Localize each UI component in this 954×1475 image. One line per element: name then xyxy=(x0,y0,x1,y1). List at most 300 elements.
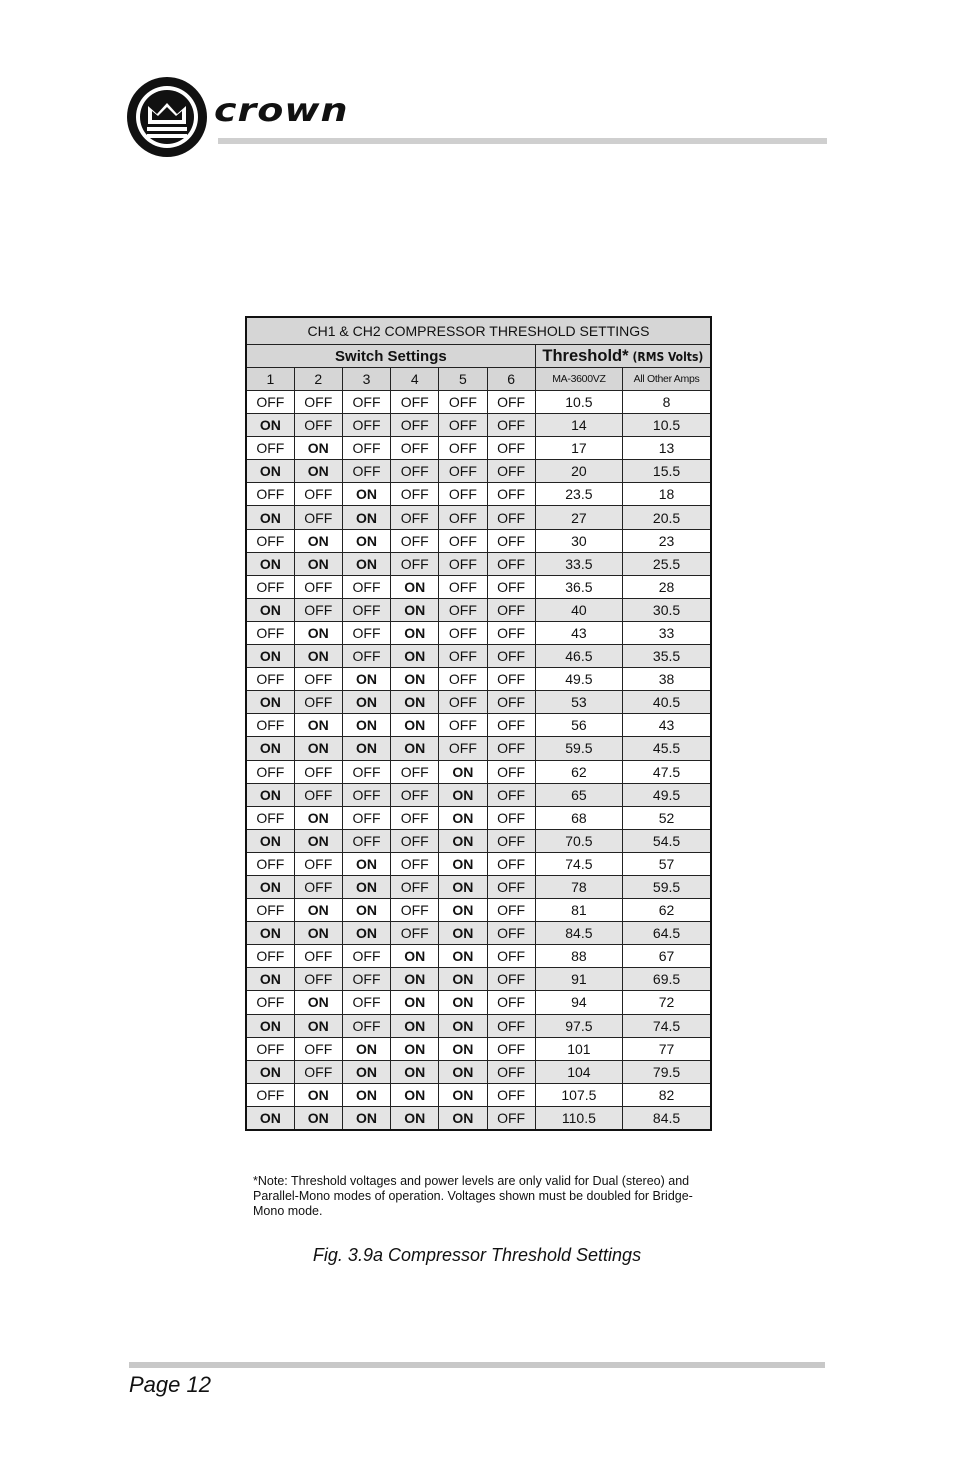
switch-cell: OFF xyxy=(246,760,294,783)
switch-cell: OFF xyxy=(487,621,535,644)
threshold-cell: 23 xyxy=(623,529,711,552)
threshold-cell: 46.5 xyxy=(535,645,622,668)
threshold-cell: 84.5 xyxy=(623,1106,711,1130)
switch-cell: OFF xyxy=(342,806,390,829)
table-row xyxy=(246,945,711,968)
switch-cell: OFF xyxy=(439,437,487,460)
table-row xyxy=(246,760,711,783)
switch-cell: ON xyxy=(294,991,342,1014)
table-row xyxy=(246,460,711,483)
table-row xyxy=(246,714,711,737)
switch-cell: ON xyxy=(439,968,487,991)
table-row xyxy=(246,1014,711,1037)
table-row xyxy=(246,598,711,621)
switch-cell: OFF xyxy=(342,414,390,437)
switch-cell: OFF xyxy=(439,460,487,483)
switch-cell: OFF xyxy=(294,1037,342,1060)
switch-cell: ON xyxy=(342,529,390,552)
table-row xyxy=(246,552,711,575)
threshold-cell: 67 xyxy=(623,945,711,968)
threshold-cell: 97.5 xyxy=(535,1014,622,1037)
switch-cell: ON xyxy=(342,1060,390,1083)
switch-cell: OFF xyxy=(294,875,342,898)
threshold-cell: 20 xyxy=(535,460,622,483)
switch-cell: OFF xyxy=(391,760,439,783)
switch-cell: ON xyxy=(439,922,487,945)
switch-cell: ON xyxy=(294,1106,342,1130)
switch-cell: OFF xyxy=(487,575,535,598)
switch-cell: ON xyxy=(439,899,487,922)
table-row xyxy=(246,575,711,598)
switch-cell: ON xyxy=(294,899,342,922)
threshold-cell: 82 xyxy=(623,1083,711,1106)
column-header: 1 xyxy=(246,368,294,391)
switch-cell: OFF xyxy=(487,1060,535,1083)
threshold-cell: 70.5 xyxy=(535,829,622,852)
switch-cell: OFF xyxy=(487,437,535,460)
switch-cell: OFF xyxy=(487,875,535,898)
table-row xyxy=(246,414,711,437)
switch-cell: OFF xyxy=(391,414,439,437)
table-row xyxy=(246,899,711,922)
switch-cell: OFF xyxy=(487,483,535,506)
switch-cell: OFF xyxy=(391,852,439,875)
switch-cell: OFF xyxy=(246,483,294,506)
switch-cell: OFF xyxy=(294,506,342,529)
brand-wordmark: crown xyxy=(214,91,349,129)
switch-cell: ON xyxy=(342,691,390,714)
switch-cell: OFF xyxy=(439,529,487,552)
threshold-cell: 91 xyxy=(535,968,622,991)
switch-cell: OFF xyxy=(342,598,390,621)
switch-cell: ON xyxy=(391,1106,439,1130)
switch-settings-header: Switch Settings xyxy=(246,345,535,368)
threshold-cell: 40 xyxy=(535,598,622,621)
switch-cell: ON xyxy=(294,645,342,668)
switch-cell: OFF xyxy=(487,922,535,945)
switch-cell: OFF xyxy=(246,852,294,875)
threshold-cell: 35.5 xyxy=(623,645,711,668)
switch-cell: OFF xyxy=(487,460,535,483)
threshold-cell: 54.5 xyxy=(623,829,711,852)
switch-cell: OFF xyxy=(342,968,390,991)
switch-cell: ON xyxy=(246,414,294,437)
switch-cell: ON xyxy=(391,598,439,621)
switch-cell: ON xyxy=(342,1106,390,1130)
threshold-cell: 104 xyxy=(535,1060,622,1083)
switch-cell: ON xyxy=(391,1014,439,1037)
switch-cell: ON xyxy=(246,783,294,806)
column-header-other-amps: All Other Amps xyxy=(623,368,711,391)
switch-cell: OFF xyxy=(342,760,390,783)
switch-cell: ON xyxy=(246,598,294,621)
switch-cell: ON xyxy=(246,645,294,668)
switch-cell: ON xyxy=(391,645,439,668)
switch-cell: OFF xyxy=(487,1106,535,1130)
switch-cell: ON xyxy=(391,945,439,968)
switch-cell: OFF xyxy=(391,783,439,806)
switch-cell: ON xyxy=(294,621,342,644)
switch-cell: OFF xyxy=(439,575,487,598)
switch-cell: ON xyxy=(246,968,294,991)
switch-cell: OFF xyxy=(391,922,439,945)
table-row xyxy=(246,1037,711,1060)
switch-cell: ON xyxy=(391,1060,439,1083)
threshold-cell: 52 xyxy=(623,806,711,829)
switch-cell: OFF xyxy=(342,621,390,644)
column-header: 2 xyxy=(294,368,342,391)
switch-cell: ON xyxy=(342,483,390,506)
threshold-cell: 107.5 xyxy=(535,1083,622,1106)
switch-cell: OFF xyxy=(487,414,535,437)
table-row xyxy=(246,968,711,991)
switch-cell: OFF xyxy=(294,575,342,598)
table-row xyxy=(246,645,711,668)
switch-cell: OFF xyxy=(487,945,535,968)
switch-cell: ON xyxy=(246,875,294,898)
footnote: *Note: Threshold voltages and power levels are only valid for Dual (stereo) and Parallel-Mono modes of operation. Voltages shown must be doubled for Bridge-Mono mode. xyxy=(253,1174,693,1218)
threshold-cell: 68 xyxy=(535,806,622,829)
header-rule xyxy=(218,138,827,144)
switch-cell: OFF xyxy=(439,737,487,760)
switch-cell: ON xyxy=(439,945,487,968)
threshold-cell: 74.5 xyxy=(535,852,622,875)
switch-cell: OFF xyxy=(294,945,342,968)
switch-cell: ON xyxy=(294,529,342,552)
threshold-cell: 15.5 xyxy=(623,460,711,483)
switch-cell: ON xyxy=(439,1106,487,1130)
switch-cell: ON xyxy=(439,783,487,806)
switch-cell: OFF xyxy=(342,1014,390,1037)
switch-cell: OFF xyxy=(294,391,342,414)
switch-cell: ON xyxy=(342,552,390,575)
threshold-cell: 94 xyxy=(535,991,622,1014)
threshold-cell: 49.5 xyxy=(535,668,622,691)
switch-cell: ON xyxy=(391,575,439,598)
switch-cell: OFF xyxy=(294,691,342,714)
switch-cell: ON xyxy=(342,714,390,737)
switch-cell: OFF xyxy=(439,714,487,737)
switch-cell: OFF xyxy=(294,852,342,875)
table-row xyxy=(246,529,711,552)
switch-cell: OFF xyxy=(342,391,390,414)
switch-cell: OFF xyxy=(487,737,535,760)
threshold-cell: 69.5 xyxy=(623,968,711,991)
threshold-cell: 72 xyxy=(623,991,711,1014)
switch-cell: OFF xyxy=(487,668,535,691)
switch-cell: OFF xyxy=(342,945,390,968)
switch-cell: ON xyxy=(246,1014,294,1037)
table-row xyxy=(246,991,711,1014)
table-row xyxy=(246,506,711,529)
threshold-cell: 88 xyxy=(535,945,622,968)
switch-cell: ON xyxy=(246,922,294,945)
switch-cell: OFF xyxy=(487,783,535,806)
threshold-cell: 33 xyxy=(623,621,711,644)
threshold-cell: 77 xyxy=(623,1037,711,1060)
threshold-label: Threshold* xyxy=(542,346,629,365)
threshold-cell: 65 xyxy=(535,783,622,806)
switch-cell: OFF xyxy=(487,760,535,783)
switch-cell: OFF xyxy=(391,806,439,829)
switch-cell: ON xyxy=(342,875,390,898)
switch-cell: ON xyxy=(294,1083,342,1106)
threshold-cell: 10.5 xyxy=(623,414,711,437)
threshold-cell: 45.5 xyxy=(623,737,711,760)
switch-cell: OFF xyxy=(487,714,535,737)
switch-cell: OFF xyxy=(342,645,390,668)
page-number: Page 12 xyxy=(129,1372,211,1397)
switch-cell: OFF xyxy=(439,668,487,691)
threshold-cell: 30.5 xyxy=(623,598,711,621)
table-row xyxy=(246,621,711,644)
switch-cell: OFF xyxy=(294,668,342,691)
switch-cell: OFF xyxy=(391,899,439,922)
switch-cell: OFF xyxy=(391,829,439,852)
switch-cell: ON xyxy=(439,1014,487,1037)
threshold-cell: 13 xyxy=(623,437,711,460)
table-row xyxy=(246,691,711,714)
switch-cell: OFF xyxy=(342,829,390,852)
switch-cell: OFF xyxy=(391,460,439,483)
switch-cell: OFF xyxy=(246,391,294,414)
threshold-cell: 53 xyxy=(535,691,622,714)
table-row xyxy=(246,829,711,852)
column-header: 5 xyxy=(439,368,487,391)
threshold-cell: 59.5 xyxy=(535,737,622,760)
switch-cell: ON xyxy=(294,460,342,483)
switch-cell: OFF xyxy=(246,621,294,644)
switch-cell: ON xyxy=(439,1060,487,1083)
threshold-cell: 27 xyxy=(535,506,622,529)
switch-cell: OFF xyxy=(246,529,294,552)
switch-cell: ON xyxy=(342,1037,390,1060)
switch-cell: ON xyxy=(391,714,439,737)
switch-cell: OFF xyxy=(294,598,342,621)
switch-cell: OFF xyxy=(487,1014,535,1037)
switch-cell: ON xyxy=(439,760,487,783)
threshold-cell: 101 xyxy=(535,1037,622,1060)
switch-cell: ON xyxy=(391,968,439,991)
threshold-unit: (RMS Volts) xyxy=(632,349,704,364)
threshold-cell: 62 xyxy=(535,760,622,783)
switch-cell: OFF xyxy=(487,552,535,575)
switch-cell: OFF xyxy=(246,899,294,922)
threshold-cell: 14 xyxy=(535,414,622,437)
switch-cell: ON xyxy=(342,1083,390,1106)
switch-cell: OFF xyxy=(487,991,535,1014)
switch-cell: OFF xyxy=(246,575,294,598)
threshold-cell: 38 xyxy=(623,668,711,691)
switch-cell: OFF xyxy=(342,783,390,806)
switch-cell: ON xyxy=(439,852,487,875)
threshold-cell: 18 xyxy=(623,483,711,506)
table-row xyxy=(246,437,711,460)
switch-cell: ON xyxy=(439,829,487,852)
switch-cell: OFF xyxy=(487,506,535,529)
switch-cell: OFF xyxy=(342,575,390,598)
threshold-cell: 74.5 xyxy=(623,1014,711,1037)
switch-cell: ON xyxy=(294,737,342,760)
switch-cell: OFF xyxy=(294,760,342,783)
switch-cell: OFF xyxy=(246,668,294,691)
threshold-cell: 49.5 xyxy=(623,783,711,806)
switch-cell: ON xyxy=(246,506,294,529)
table-row xyxy=(246,737,711,760)
switch-cell: OFF xyxy=(487,529,535,552)
threshold-cell: 43 xyxy=(535,621,622,644)
switch-cell: OFF xyxy=(487,806,535,829)
switch-cell: ON xyxy=(342,852,390,875)
switch-cell: OFF xyxy=(487,391,535,414)
switch-cell: ON xyxy=(294,1014,342,1037)
switch-cell: OFF xyxy=(391,437,439,460)
switch-cell: OFF xyxy=(487,691,535,714)
switch-cell: OFF xyxy=(391,483,439,506)
switch-cell: OFF xyxy=(391,552,439,575)
switch-cell: ON xyxy=(391,1083,439,1106)
switch-cell: ON xyxy=(294,829,342,852)
switch-cell: OFF xyxy=(439,483,487,506)
switch-cell: ON xyxy=(391,1037,439,1060)
switch-cell: OFF xyxy=(487,645,535,668)
switch-cell: ON xyxy=(246,691,294,714)
column-header: 4 xyxy=(391,368,439,391)
switch-cell: OFF xyxy=(391,506,439,529)
table-row xyxy=(246,668,711,691)
switch-cell: OFF xyxy=(439,598,487,621)
threshold-cell: 43 xyxy=(623,714,711,737)
switch-cell: OFF xyxy=(246,1037,294,1060)
switch-cell: ON xyxy=(246,737,294,760)
column-header-ma3600vz: MA-3600VZ xyxy=(535,368,622,391)
threshold-cell: 110.5 xyxy=(535,1106,622,1130)
switch-cell: OFF xyxy=(439,645,487,668)
switch-cell: OFF xyxy=(391,875,439,898)
threshold-cell: 40.5 xyxy=(623,691,711,714)
switch-cell: OFF xyxy=(487,1037,535,1060)
switch-cell: ON xyxy=(391,621,439,644)
switch-cell: ON xyxy=(294,714,342,737)
threshold-table xyxy=(245,316,712,1131)
switch-cell: OFF xyxy=(246,714,294,737)
threshold-cell: 78 xyxy=(535,875,622,898)
threshold-cell: 25.5 xyxy=(623,552,711,575)
switch-cell: OFF xyxy=(294,783,342,806)
switch-cell: OFF xyxy=(294,483,342,506)
switch-cell: ON xyxy=(246,1106,294,1130)
switch-cell: OFF xyxy=(342,460,390,483)
switch-cell: OFF xyxy=(294,968,342,991)
table-row xyxy=(246,483,711,506)
switch-cell: OFF xyxy=(294,1060,342,1083)
switch-cell: OFF xyxy=(439,414,487,437)
table-row xyxy=(246,922,711,945)
switch-cell: ON xyxy=(391,737,439,760)
threshold-cell: 28 xyxy=(623,575,711,598)
switch-cell: ON xyxy=(342,506,390,529)
threshold-cell: 33.5 xyxy=(535,552,622,575)
switch-cell: OFF xyxy=(439,691,487,714)
table-row xyxy=(246,806,711,829)
switch-cell: OFF xyxy=(487,829,535,852)
switch-cell: OFF xyxy=(391,529,439,552)
table-title: CH1 & CH2 COMPRESSOR THRESHOLD SETTINGS xyxy=(246,317,711,345)
switch-cell: OFF xyxy=(342,437,390,460)
threshold-cell: 20.5 xyxy=(623,506,711,529)
threshold-cell: 47.5 xyxy=(623,760,711,783)
switch-cell: ON xyxy=(439,875,487,898)
switch-cell: OFF xyxy=(342,991,390,1014)
switch-cell: ON xyxy=(439,806,487,829)
threshold-cell: 59.5 xyxy=(623,875,711,898)
threshold-cell: 30 xyxy=(535,529,622,552)
crown-logo-icon xyxy=(126,76,208,158)
switch-cell: ON xyxy=(391,668,439,691)
switch-cell: OFF xyxy=(439,621,487,644)
switch-cell: ON xyxy=(342,922,390,945)
switch-cell: OFF xyxy=(246,437,294,460)
threshold-cell: 84.5 xyxy=(535,922,622,945)
switch-cell: OFF xyxy=(439,506,487,529)
column-header: 6 xyxy=(487,368,535,391)
switch-cell: OFF xyxy=(246,806,294,829)
switch-cell: ON xyxy=(246,552,294,575)
table-row xyxy=(246,852,711,875)
switch-cell: ON xyxy=(342,737,390,760)
switch-cell: OFF xyxy=(439,391,487,414)
switch-cell: OFF xyxy=(487,968,535,991)
threshold-cell: 23.5 xyxy=(535,483,622,506)
switch-cell: OFF xyxy=(294,414,342,437)
switch-cell: OFF xyxy=(487,1083,535,1106)
threshold-header xyxy=(535,345,711,368)
table-body xyxy=(246,391,711,1131)
switch-cell: ON xyxy=(294,552,342,575)
threshold-cell: 57 xyxy=(623,852,711,875)
table-row xyxy=(246,875,711,898)
column-header: 3 xyxy=(342,368,390,391)
threshold-cell: 62 xyxy=(623,899,711,922)
table-row xyxy=(246,391,711,414)
table-row xyxy=(246,1106,711,1130)
figure-caption: Fig. 3.9a Compressor Threshold Settings xyxy=(312,1245,642,1265)
threshold-cell: 17 xyxy=(535,437,622,460)
table-row xyxy=(246,1060,711,1083)
table-row xyxy=(246,783,711,806)
threshold-cell: 8 xyxy=(623,391,711,414)
footer-rule xyxy=(129,1362,825,1368)
switch-cell: ON xyxy=(294,437,342,460)
switch-cell: ON xyxy=(391,691,439,714)
switch-cell: OFF xyxy=(246,991,294,1014)
switch-cell: OFF xyxy=(487,852,535,875)
switch-cell: OFF xyxy=(487,598,535,621)
switch-cell: ON xyxy=(342,668,390,691)
threshold-cell: 64.5 xyxy=(623,922,711,945)
threshold-cell: 56 xyxy=(535,714,622,737)
switch-cell: ON xyxy=(246,1060,294,1083)
switch-cell: OFF xyxy=(439,552,487,575)
switch-cell: ON xyxy=(391,991,439,1014)
switch-cell: OFF xyxy=(487,899,535,922)
switch-cell: OFF xyxy=(246,1083,294,1106)
threshold-cell: 36.5 xyxy=(535,575,622,598)
switch-cell: OFF xyxy=(391,391,439,414)
table-row xyxy=(246,1083,711,1106)
switch-cell: ON xyxy=(294,922,342,945)
threshold-cell: 81 xyxy=(535,899,622,922)
